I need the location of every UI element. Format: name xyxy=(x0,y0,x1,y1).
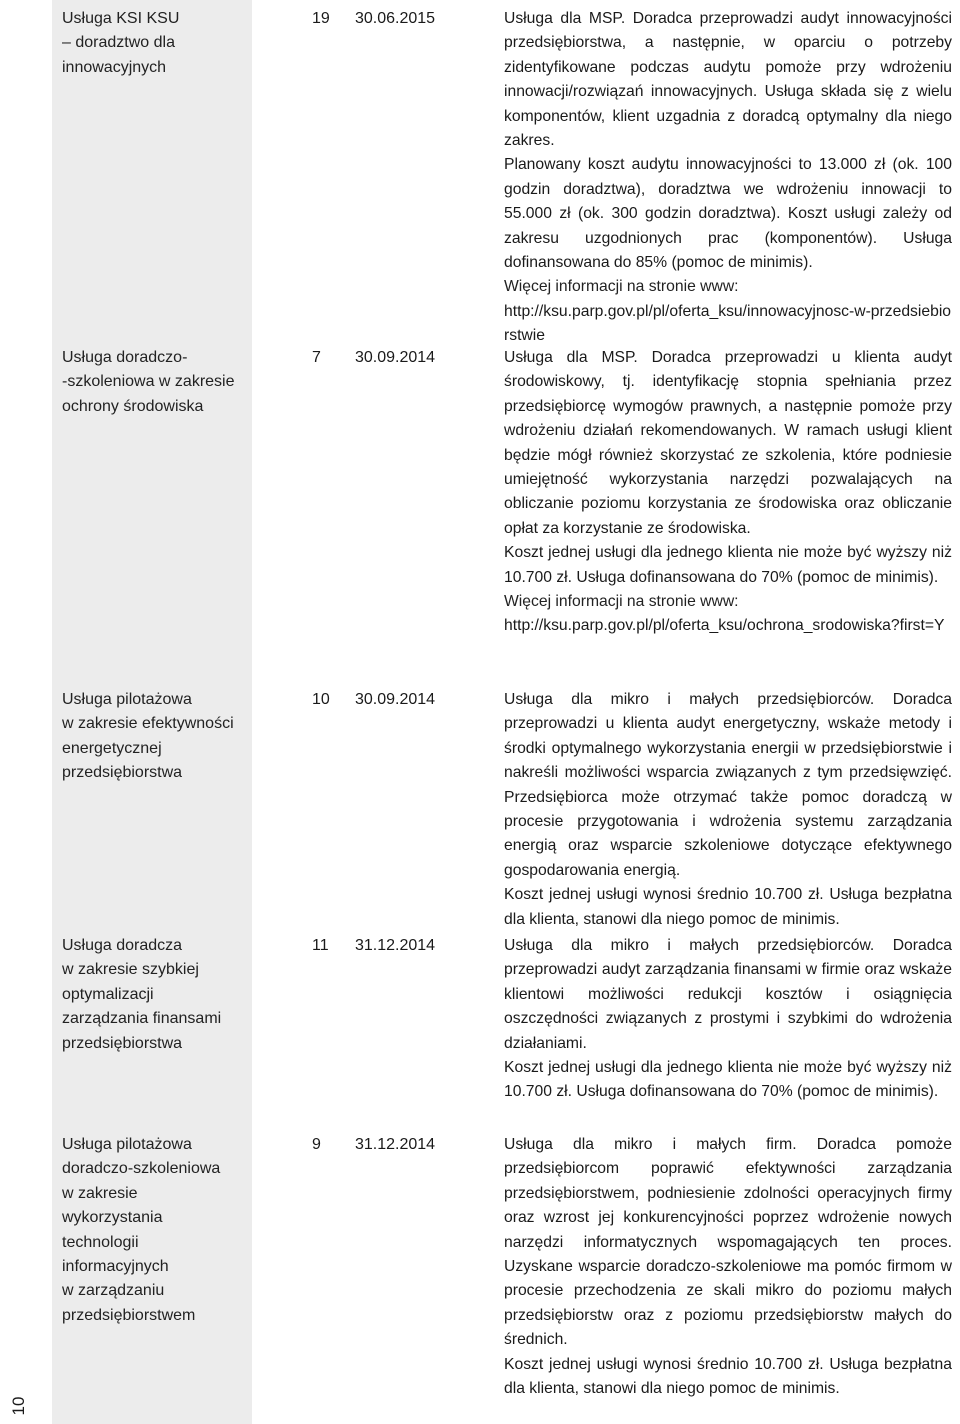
service-number: 11 xyxy=(312,937,329,954)
service-number: 7 xyxy=(312,349,321,366)
service-name: Usługa pilotażowa doradczo-szkoleniowa w zakresie wykorzystania technologii informacyjnych w zarządzaniu przedsiębiorstwem xyxy=(62,1136,221,1324)
more-info-link[interactable]: http://ksu.parp.gov.pl/pl/oferta_ksu/ochrona_srodowiska?first=Y xyxy=(504,617,945,635)
service-number: 10 xyxy=(312,691,330,708)
service-description-block xyxy=(504,1133,952,1401)
more-info-label: Więcej informacji na stronie www: xyxy=(504,278,739,296)
service-description-block xyxy=(504,688,952,932)
service-name: Usługa doradczo- -szkoleniowa w zakresie ochrony środowiska xyxy=(62,349,235,415)
more-info-link[interactable]: http://ksu.parp.gov.pl/pl/oferta_ksu/innowacyjnosc-w-przedsiebiorstwie xyxy=(504,302,952,345)
service-description-block xyxy=(504,346,952,639)
service-name: Usługa KSI KSU – doradztwo dla innowacyjnych xyxy=(62,10,180,76)
service-description: Usługa dla mikro i małych przedsiębiorców. Doradca przeprowadzi audyt zarządzania finansami w firmie oraz wskaże klientowi możliwości redukcji kosztów i osiągnięcia oszczędności związanych z prostymi i szybkimi do wdrożenia działaniami. xyxy=(504,937,952,1052)
more-info-label: Więcej informacji na stronie www: xyxy=(504,593,739,611)
service-description-block xyxy=(504,934,952,1105)
service-number: 19 xyxy=(312,10,330,27)
service-date: 30.09.2014 xyxy=(355,691,436,708)
service-cost: Koszt jednej usługi wynosi średnio 10.700 zł. Usługa bezpłatna dla klienta, stanowi dla niego pomoc de minimis. xyxy=(504,886,952,928)
service-description: Usługa dla mikro i małych przedsiębiorców. Doradca przeprowadzi u klienta audyt energetyczny, wskaże metody i środki optymalnego wykorzystania energii w przedsiębiorstwie i nakreśli możliwości wsparcia związanych z tym przedsięwzięć. Przedsiębiorca może otrzymać także pomoc doradczą w procesie przygotowania i wdrożenia systemu zarządzania energią oraz wsparcie szkoleniowe dotyczące efektywnego gospodarowania energią. xyxy=(504,691,952,879)
service-description: Usługa dla MSP. Doradca przeprowadzi audyt innowacyjności przedsiębiorstwa, a następnie, w oparciu o potrzeby zidentyfikowane podczas audytu pomoże przy wdrożeniu innowacji/rozwiązań innowacyjnych. Usługa składa się z wielu komponentów, klient uzgadnia z doradcą optymalny dla niego zakres. xyxy=(504,10,952,150)
service-cost: Koszt jednej usługi wynosi średnio 10.700 zł. Usługa bezpłatna dla klienta, stanowi dla niego pomoc de minimis. xyxy=(504,1355,952,1398)
page-number: 10 xyxy=(9,1396,28,1416)
service-name: Usługa pilotażowa w zakresie efektywności energetycznej przedsiębiorstwa xyxy=(62,691,234,782)
service-name: Usługa doradcza w zakresie szybkiej optymalizacji zarządzania finansami przedsiębiorstwa xyxy=(62,937,222,1052)
service-cost: Planowany koszt audytu innowacyjności to 13.000 zł (ok. 100 godzin doradztwa), doradztwa we wdrożeniu innowacji to 55.000 zł (ok. 300 godzin doradztwa). Koszt usługi zależy od zakresu uzgodnionych prac (komponentów). Usługa dofinansowana do 85% (pomoc de minimis). xyxy=(504,156,952,272)
service-cost: Koszt jednej usługi dla jednego klienta nie może być wyższy niż 10.700 zł. Usługa dofinansowana do 70% (pomoc de minimis). xyxy=(504,1059,952,1101)
service-cost: Koszt jednej usługi dla jednego klienta nie może być wyższy niż 10.700 zł. Usługa dofinansowana do 70% (pomoc de minimis). xyxy=(504,544,952,586)
service-description: Usługa dla mikro i małych firm. Doradca pomoże przedsiębiorcom poprawić efektywności zarządzania przedsiębiorstwem, podniesienie zdolności operacyjnych firmy oraz wzrost jej konkurencyjności poprzez wdrożenie nowych narzędzi informatycznych wspomagających ten proces. Uzyskane wsparcie doradczo-szkoleniowe ma pomóc firmom w procesie przechodzenia ze skali mikro do poziomu małych przedsiębiorstw oraz z poziomu przedsiębiorstw małych do średnich. xyxy=(504,1136,952,1349)
service-number: 9 xyxy=(312,1136,321,1153)
service-date: 30.09.2014 xyxy=(355,349,436,366)
service-description-block xyxy=(504,7,952,349)
service-description: Usługa dla MSP. Doradca przeprowadzi u klienta audyt środowiskowy, tj. identyfikację stopnia spełniania przez przedsiębiorcę wymogów prawnych, a następnie pomoże przy wdrożeniu działań rekomendowanych. W ramach usługi klient będzie mógł również skorzystać ze szkolenia, które podniesie umiejętność wykorzystania narzędzi pozwalających na obliczanie poziomu korzystania ze środowiska oraz obliczanie opłat za korzystanie ze środowiska. xyxy=(504,349,952,537)
service-date: 30.06.2015 xyxy=(355,10,436,27)
service-date: 31.12.2014 xyxy=(355,937,436,954)
service-date: 31.12.2014 xyxy=(355,1136,436,1153)
